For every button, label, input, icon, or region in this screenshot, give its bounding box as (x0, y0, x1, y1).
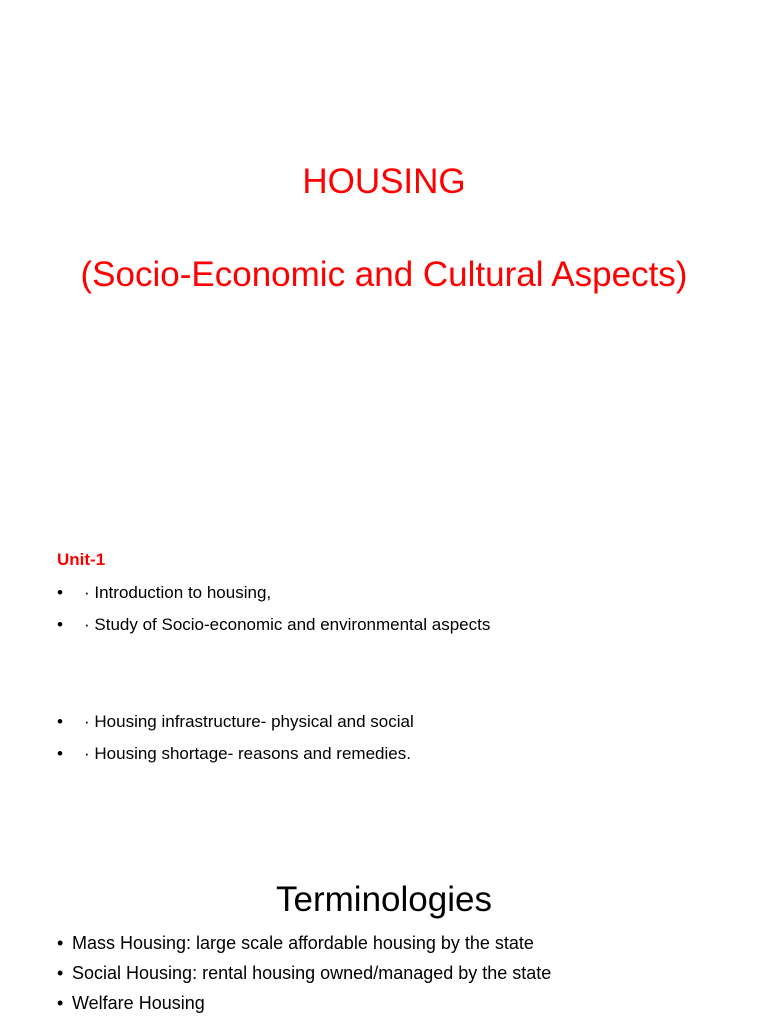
unit-topic-list-2 (57, 706, 414, 770)
slide-title-heading: HOUSING (302, 162, 466, 201)
list-item (57, 958, 551, 988)
terminology-list (57, 928, 551, 1018)
list-item-text: · Study of Socio-economic and environmental aspects (84, 615, 491, 634)
bullet-icon: • (57, 993, 64, 1013)
bullet-icon: • (57, 615, 63, 634)
list-item (57, 928, 551, 958)
bullet-icon: • (57, 583, 63, 602)
bullet-icon: • (57, 963, 64, 983)
list-item (57, 738, 414, 770)
list-item-text: · Housing infrastructure- physical and social (84, 712, 414, 731)
list-item-text: Social Housing: rental housing owned/managed by the state (72, 963, 552, 983)
bullet-icon: • (57, 712, 63, 731)
list-item-text: Welfare Housing (72, 993, 205, 1013)
list-item-text: · Housing shortage- reasons and remedies. (84, 744, 411, 763)
slide-unit-1 (0, 432, 768, 864)
list-item-text: Mass Housing: large scale affordable housing by the state (72, 933, 534, 953)
slide-terminologies (0, 864, 768, 1024)
list-item (57, 609, 490, 641)
slide-title-subheading: (Socio-Economic and Cultural Aspects) (80, 255, 688, 294)
bullet-icon: • (57, 933, 64, 953)
slide-title (0, 0, 768, 432)
bullet-icon: • (57, 744, 63, 763)
list-item (57, 706, 414, 738)
list-item-text: · Introduction to housing, (84, 583, 272, 602)
terminologies-title: Terminologies (276, 880, 492, 919)
list-item (57, 988, 551, 1018)
unit-heading: Unit-1 (57, 550, 106, 569)
list-item (57, 577, 490, 609)
unit-topic-list-1 (57, 577, 490, 641)
